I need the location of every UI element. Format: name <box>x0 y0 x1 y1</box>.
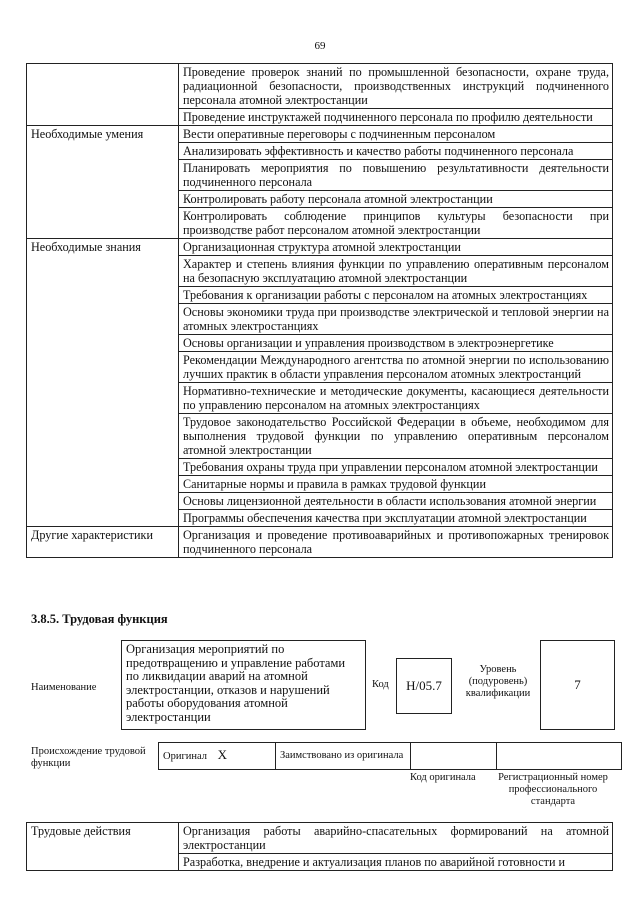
borrowed-cell <box>276 743 411 770</box>
section-title: 3.8.5. Трудовая функция <box>31 612 168 626</box>
original-label: Оригинал <box>163 751 207 762</box>
function-name-box <box>121 640 366 730</box>
row-item: Основы экономики труда при производстве электрической и тепловой энергии на атомных электростанциях <box>179 304 613 335</box>
code-box <box>396 658 452 714</box>
reg-number-label: Регистрационный номер профессионального стандарта <box>498 772 608 807</box>
row-item: Характер и степень влияния функции по управлению оперативным персоналом на безопасную эксплуатацию атомной электростанции <box>179 256 613 287</box>
row-item: Организация работы аварийно-спасательных формирований на атомной электростанции <box>179 823 613 854</box>
row-item: Программы обеспечения качества при эксплуатации атомной электростанции <box>179 510 613 527</box>
code-original-label: Код оригинала <box>410 772 476 783</box>
row-item: Контролировать соблюдение принципов культуры безопасности при производстве работ персоналом атомной электростанции <box>179 208 613 239</box>
level-label: Уровень (подуровень) квалификации <box>465 664 531 699</box>
code-value: Н/05.7 <box>406 678 442 693</box>
reg-number-cell <box>497 743 622 770</box>
original-mark: X <box>217 747 228 762</box>
actions-table <box>26 822 613 871</box>
row-item: Планировать мероприятия по повышению результативности деятельности подчиненного персонала <box>179 160 613 191</box>
table-row <box>27 823 613 854</box>
row-label: Другие характеристики <box>27 527 179 558</box>
code-label: Код <box>372 679 389 690</box>
row-item: Проведение инструктажей подчиненного персонала по профилю деятельности <box>179 109 613 126</box>
requirements-table <box>26 63 613 558</box>
row-item: Санитарные нормы и правила в рамках трудовой функции <box>179 476 613 493</box>
name-label: Наименование <box>31 682 97 693</box>
row-item: Вести оперативные переговоры с подчиненным персоналом <box>179 126 613 143</box>
row-label: Трудовые действия <box>27 823 179 871</box>
row-item: Трудовое законодательство Российской Федерации в объеме, необходимом для выполнения трудовой функции по управлению оперативным персоналом атомной электростанции <box>179 414 613 459</box>
row-item: Нормативно-технические и методические документы, касающиеся деятельности по управлению персоналом на атомных электростанциях <box>179 383 613 414</box>
row-label <box>27 64 179 126</box>
row-item: Основы организации и управления производством в электроэнергетике <box>179 335 613 352</box>
level-value: 7 <box>574 677 581 692</box>
function-name-value: Организация мероприятий по предотвращению и управление работами по ликвидации аварий на атомной электростанции, отказов и нарушений работы оборудования атомной электростанции <box>126 642 346 724</box>
row-label: Необходимые умения <box>27 126 179 239</box>
borrowed-label: Заимствовано из оригинала <box>280 750 404 761</box>
row-item: Организация и проведение противоаварийных и противопожарных тренировок подчиненного персонала <box>179 527 613 558</box>
row-item: Требования охраны труда при управлении персоналом атомной электростанции <box>179 459 613 476</box>
row-item: Рекомендации Международного агентства по атомной энергии по использованию лучших практик в области управления персоналом атомных электростанций <box>179 352 613 383</box>
row-item: Организационная структура атомной электростанции <box>179 239 613 256</box>
table-row <box>27 64 613 109</box>
row-item: Анализировать эффективность и качество работы подчиненного персонала <box>179 143 613 160</box>
row-item: Основы лицензионной деятельности в области использования атомной энергии <box>179 493 613 510</box>
original-cell <box>159 743 276 770</box>
page-number: 69 <box>314 40 326 52</box>
code-original-cell <box>411 743 497 770</box>
row-item: Контролировать работу персонала атомной электростанции <box>179 191 613 208</box>
row-item: Проведение проверок знаний по промышленной безопасности, охране труда, радиационной безопасности, производственных инструкций подчиненного персонала атомной электростанции <box>179 64 613 109</box>
level-box <box>540 640 615 730</box>
origin-table <box>158 742 622 770</box>
row-item: Требования к организации работы с персоналом на атомных электростанциях <box>179 287 613 304</box>
origin-label: Происхождение трудовой функции <box>31 746 146 769</box>
row-item: Разработка, внедрение и актуализация планов по аварийной готовности и <box>179 854 613 871</box>
table-row <box>27 126 613 143</box>
row-label: Необходимые знания <box>27 239 179 527</box>
table-row <box>27 239 613 256</box>
table-row <box>27 527 613 558</box>
